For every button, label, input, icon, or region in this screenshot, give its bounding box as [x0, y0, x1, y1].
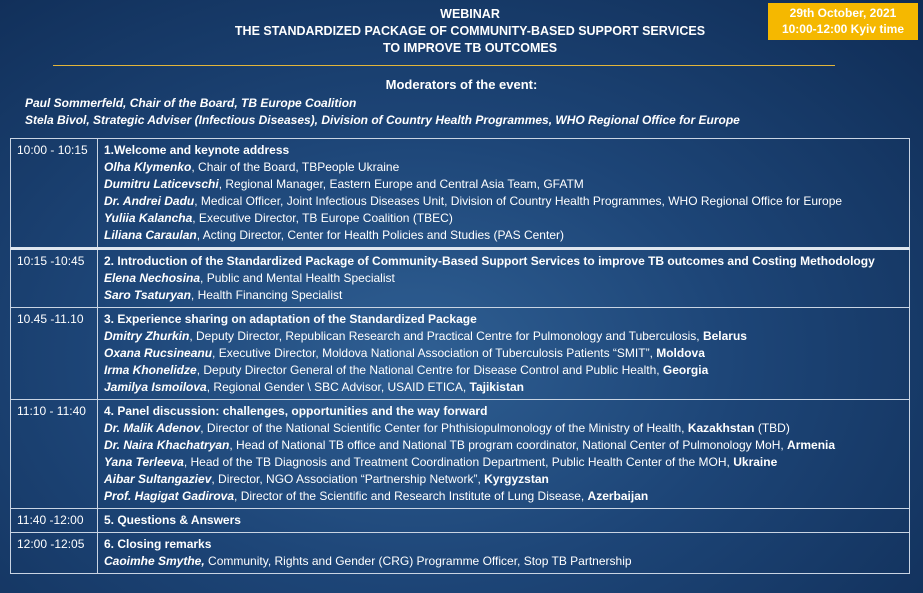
session-title: 1.Welcome and keynote address: [104, 143, 290, 157]
header-line-subtitle: TO IMPROVE TB OUTCOMES: [382, 41, 558, 55]
speaker-name: Caoimhe Smythe,: [104, 554, 205, 568]
moderator-name: Paul Sommerfeld: [25, 96, 124, 110]
session-time: 10.45 -11.10: [11, 308, 98, 399]
session-time: 11:10 - 11:40: [11, 400, 98, 508]
moderator-item: [25, 112, 740, 129]
speaker-name: Oxana Rucsineanu: [104, 346, 213, 360]
speaker-role: , Director of the National Scientific Center for Phthisiopulmonology of the Ministry of Health,: [200, 421, 688, 435]
agenda-row: [10, 250, 910, 308]
speaker-name: Dumitru Laticevschi: [104, 177, 219, 191]
moderator-role: , Chair of the Board, TB Europe Coalition: [123, 96, 357, 110]
speaker-line: [104, 454, 909, 471]
speaker-country: Azerbaijan: [587, 489, 649, 503]
speaker-line: [104, 437, 909, 454]
session-time: 10:00 - 10:15: [11, 139, 98, 247]
session-title: 2. Introduction of the Standardized Package of Community-Based Support Services to improve TB outcomes and Costing Methodology: [104, 254, 875, 268]
speaker-name: Irma Khonelidze: [104, 363, 197, 377]
speaker-name: Dr. Naira Khachatryan: [104, 438, 230, 452]
session-time: 11:40 -12:00: [11, 509, 98, 532]
event-date: 29th October, 2021: [789, 6, 897, 20]
agenda-row: [10, 400, 910, 509]
speaker-role: , Executive Director, TB Europe Coalition (TBEC): [192, 211, 453, 225]
speaker-role: , Public and Mental Health Specialist: [200, 271, 395, 285]
speaker-role: , Executive Director, Moldova National Association of Tuberculosis Patients “SMIT”,: [212, 346, 657, 360]
speaker-role: , Deputy Director General of the National Centre for Disease Control and Public Health,: [196, 363, 663, 377]
speaker-name: Liliana Caraulan: [104, 228, 197, 242]
moderators-list: [25, 95, 740, 129]
speaker-line: [104, 345, 909, 362]
speaker-line: [104, 553, 909, 570]
speaker-line: [104, 471, 909, 488]
speaker-line: [104, 287, 909, 304]
speaker-name: Prof. Hagigat Gadirova: [104, 489, 235, 503]
speaker-role: , Director of the Scientific and Research Institute of Lung Disease,: [234, 489, 588, 503]
speaker-suffix: (TBD): [754, 421, 790, 435]
speaker-country: Georgia: [662, 363, 709, 377]
speaker-name: Jamilya Ismoilova: [104, 380, 207, 394]
session-title: 4. Panel discussion: challenges, opportunities and the way forward: [104, 404, 488, 418]
speaker-name: Olha Klymenko: [104, 160, 192, 174]
speaker-country: Belarus: [702, 329, 747, 343]
speaker-line: [104, 210, 909, 227]
speaker-role: , Director, NGO Association “Partnership Network”,: [211, 472, 485, 486]
speaker-role: , Acting Director, Center for Health Policies and Studies (PAS Center): [196, 228, 564, 242]
moderators-title: Moderators of the event:: [385, 77, 538, 92]
speaker-name: Dr. Andrei Dadu: [104, 194, 195, 208]
speaker-role: , Chair of the Board, TBPeople Ukraine: [191, 160, 400, 174]
session-time: 12:00 -12:05: [11, 533, 98, 573]
speaker-name: Saro Tsaturyan: [104, 288, 191, 302]
speaker-line: [104, 488, 909, 505]
session-title: 3. Experience sharing on adaptation of the Standardized Package: [104, 312, 477, 326]
speaker-role: , Regional Manager, Eastern Europe and Central Asia Team, GFATM: [218, 177, 584, 191]
speaker-name: Dr. Malik Adenov: [104, 421, 201, 435]
moderator-item: [25, 95, 740, 112]
session-time: 10:15 -10:45: [11, 250, 98, 307]
speaker-line: [104, 270, 909, 287]
speaker-role: , Regional Gender \ SBC Advisor, USAID ETICA,: [206, 380, 470, 394]
session-content: [98, 308, 909, 399]
speaker-role: , Head of the TB Diagnosis and Treatment Coordination Department, Public Health Center of the MOH,: [183, 455, 734, 469]
speaker-role: , Health Financing Specialist: [190, 288, 343, 302]
session-content: [98, 509, 909, 532]
speaker-country: Kazakhstan: [687, 421, 755, 435]
moderator-name: Stela Bivol: [25, 113, 87, 127]
speaker-country: Armenia: [787, 438, 836, 452]
speaker-line: [104, 227, 909, 244]
speaker-role: , Head of National TB office and National TB program coordinator, National Center of Pulmonology MoH,: [229, 438, 788, 452]
speaker-country: Moldova: [656, 346, 705, 360]
agenda-row: [10, 533, 910, 574]
speaker-country: Tajikistan: [469, 380, 524, 394]
speaker-line: [104, 362, 909, 379]
event-time: 10:00-12:00 Kyiv time: [781, 22, 905, 36]
session-content: [98, 139, 909, 247]
session-title: 5. Questions & Answers: [104, 513, 241, 527]
speaker-line: [104, 193, 909, 210]
date-badge: [768, 3, 918, 40]
webinar-header: [110, 6, 830, 57]
speaker-country: Kyrgyzstan: [484, 472, 549, 486]
session-content: [98, 400, 909, 508]
speaker-role: , Medical Officer, Joint Infectious Diseases Unit, Division of Country Health Programmes, WHO Regional Office for Europe: [194, 194, 843, 208]
speaker-role: , Deputy Director, Republican Research and Practical Centre for Pulmonology and Tuberculosis,: [189, 329, 703, 343]
agenda-table: [10, 138, 910, 574]
speaker-line: [104, 159, 909, 176]
speaker-line: [104, 176, 909, 193]
header-divider: [53, 65, 835, 66]
agenda-row: [10, 509, 910, 533]
speaker-role: Community, Rights and Gender (CRG) Programme Officer, Stop TB Partnership: [204, 554, 632, 568]
speaker-name: Dmitry Zhurkin: [104, 329, 190, 343]
speaker-line: [104, 420, 909, 437]
header-line-title: THE STANDARDIZED PACKAGE OF COMMUNITY-BASED SUPPORT SERVICES: [234, 24, 706, 38]
header-line-webinar: WEBINAR: [440, 7, 500, 21]
speaker-line: [104, 328, 909, 345]
agenda-row: [10, 308, 910, 400]
speaker-name: Yana Terleeva: [104, 455, 184, 469]
session-content: [98, 250, 909, 307]
moderator-role: , Strategic Adviser (Infectious Diseases), Division of Country Health Programmes, WHO Regional Office for Europe: [86, 113, 740, 127]
agenda-row: [10, 139, 910, 250]
speaker-name: Yuliia Kalancha: [104, 211, 193, 225]
speaker-name: Elena Nechosina: [104, 271, 201, 285]
session-content: [98, 533, 909, 573]
speaker-name: Aibar Sultangaziev: [104, 472, 212, 486]
speaker-line: [104, 379, 909, 396]
speaker-country: Ukraine: [733, 455, 778, 469]
session-title: 6. Closing remarks: [104, 537, 212, 551]
